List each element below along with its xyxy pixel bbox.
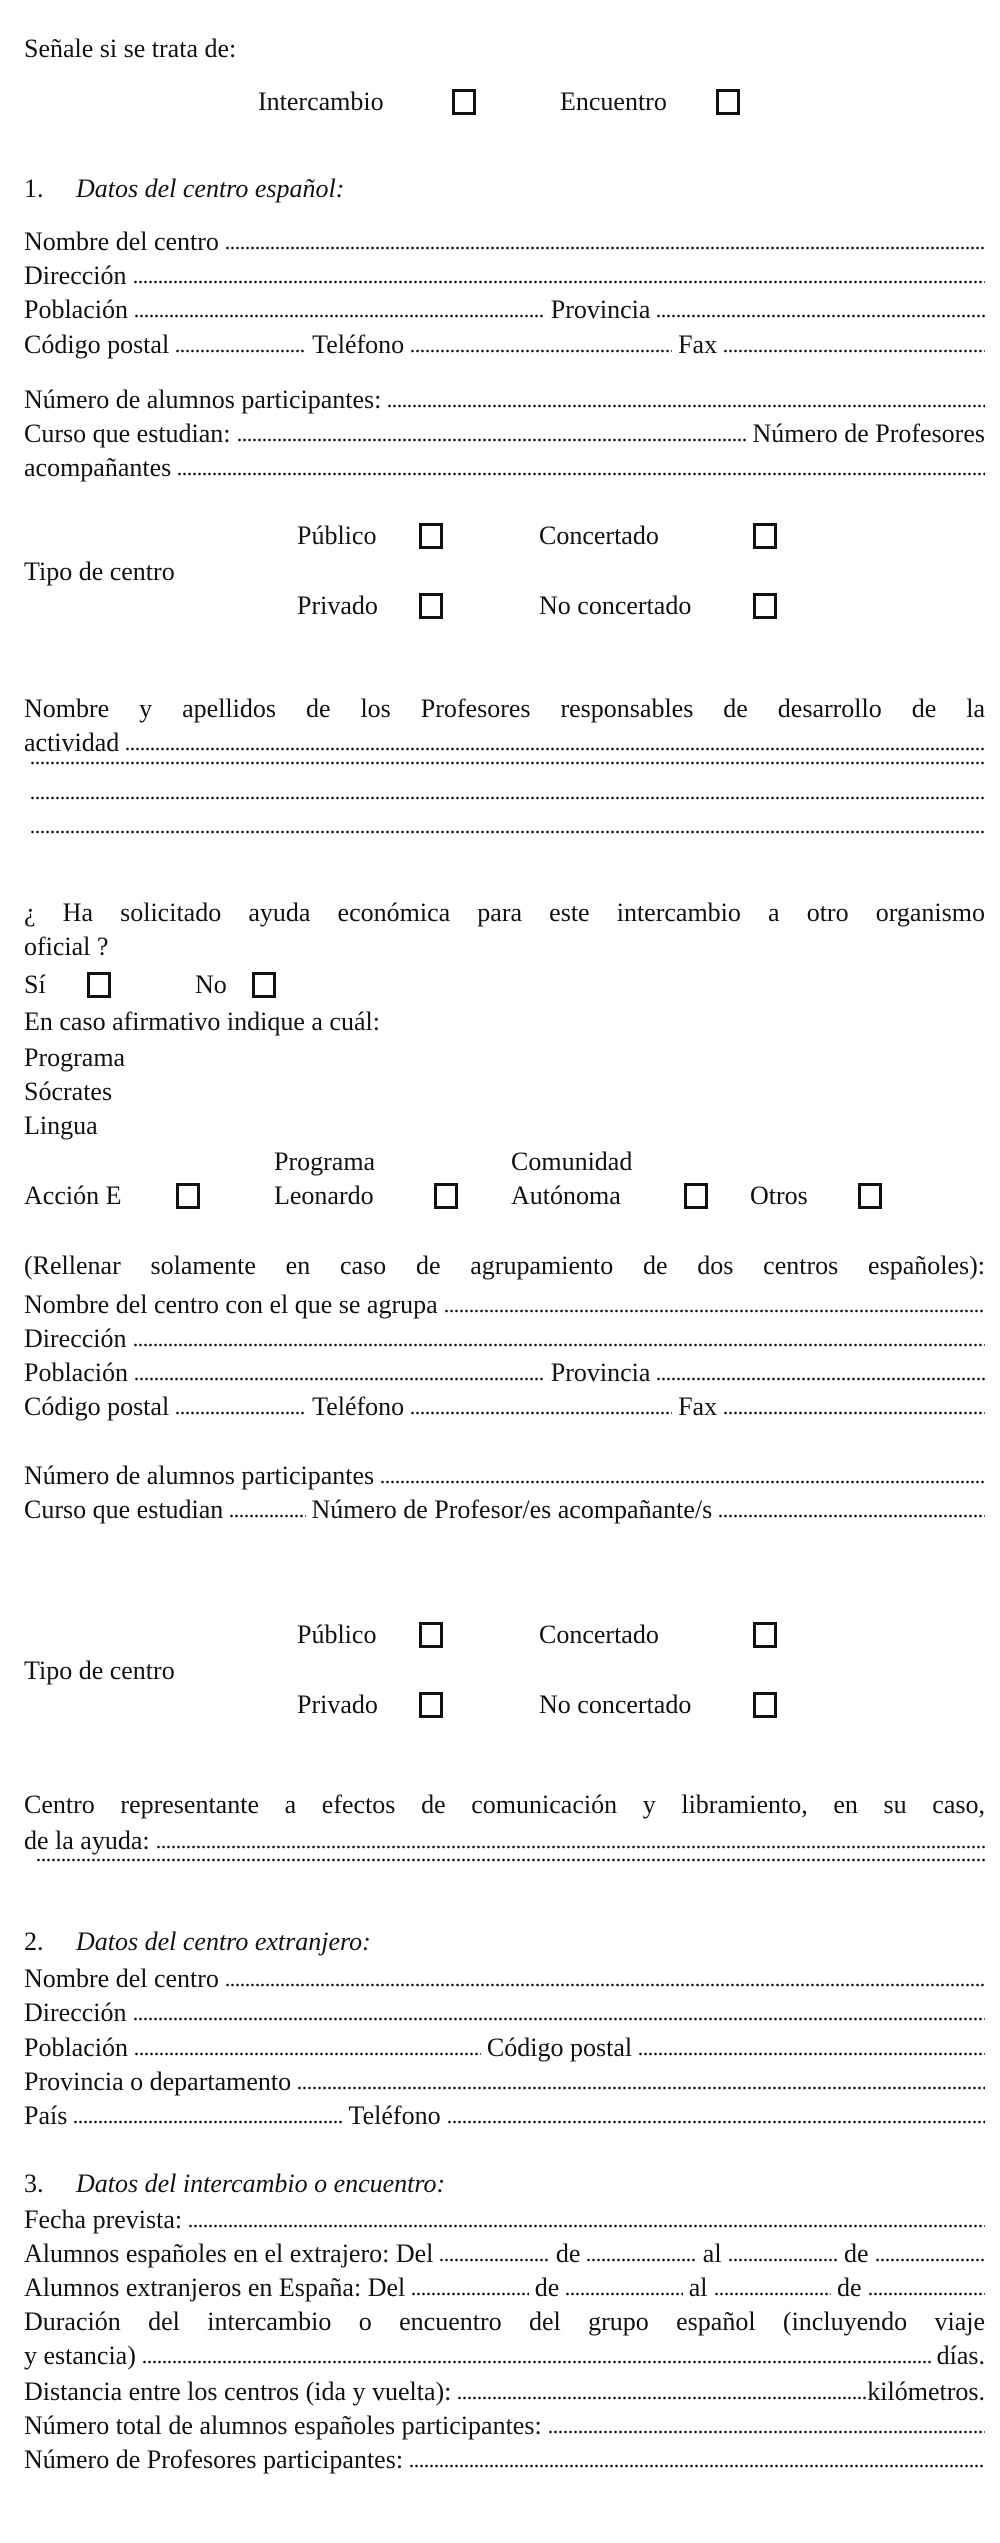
option-intercambio-label: Intercambio <box>258 87 384 116</box>
socrates-label: Sócrates <box>24 1077 113 1106</box>
row-curso <box>24 417 985 451</box>
row-direccion-extranjero <box>24 1996 985 2030</box>
distancia-field[interactable] <box>457 2396 867 2400</box>
field-label: al <box>688 2273 708 2302</box>
representante-line-1: Centro representante a efectos de comunicación y libramiento, en su caso, <box>24 1790 985 1819</box>
profesores-participantes-field[interactable] <box>409 2464 985 2468</box>
concertado-checkbox[interactable] <box>753 523 777 549</box>
field-label: Código postal <box>486 2033 633 2062</box>
esp-de-field[interactable] <box>586 2258 696 2262</box>
ext-del-field[interactable] <box>411 2292 528 2296</box>
privado-checkbox[interactable] <box>419 593 443 619</box>
concertado-label-2: Concertado <box>539 1620 659 1649</box>
codigo-postal-field[interactable] <box>175 349 306 353</box>
field-label: al <box>702 2239 722 2268</box>
row-acompanantes <box>24 451 985 485</box>
row-representante <box>24 1824 985 1858</box>
caso-afirmativo-text: En caso afirmativo indique a cuál: <box>24 1007 380 1036</box>
row-direccion <box>24 259 985 293</box>
publico-checkbox[interactable] <box>419 523 443 549</box>
field-label: Provincia <box>550 1358 651 1387</box>
direccion-extranjero-field[interactable] <box>133 2017 985 2021</box>
leonardo-label: Leonardo <box>274 1181 374 1210</box>
fax-field[interactable] <box>723 349 985 353</box>
field-label: Dirección <box>24 261 127 290</box>
row-nombre-extranjero <box>24 1962 985 1996</box>
provincia-agrupa-field[interactable] <box>656 1377 985 1381</box>
field-label: Curso que estudian: <box>24 419 231 448</box>
esp-del-field[interactable] <box>439 2258 549 2262</box>
profesores-agrupa-field[interactable] <box>718 1514 985 1518</box>
codigo-postal-extranjero-field[interactable] <box>638 2052 985 2056</box>
field-label: Número de Profesores <box>752 419 985 448</box>
telefono-extranjero-field[interactable] <box>447 2120 985 2124</box>
row-codigo-postal <box>24 328 985 362</box>
field-label: Provincia <box>550 295 651 324</box>
nombre-centro-field[interactable] <box>225 246 985 250</box>
field-label: de la ayuda: <box>24 1826 150 1855</box>
intercambio-checkbox[interactable] <box>452 89 476 115</box>
field-label: Dirección <box>24 1998 127 2027</box>
row-provincia-extranjero <box>24 2065 985 2099</box>
field-label: Código postal <box>24 330 170 359</box>
comunidad-label: Comunidad <box>511 1147 633 1176</box>
field-label: kilómetros. <box>867 2377 985 2406</box>
field-label: Población <box>24 1358 128 1387</box>
field-label: Dirección <box>24 1324 127 1353</box>
field-label: Número de alumnos participantes <box>24 1461 375 1490</box>
si-checkbox[interactable] <box>87 972 111 998</box>
esp-de2-field[interactable] <box>875 2258 985 2262</box>
curso-agrupa-field[interactable] <box>229 1514 305 1518</box>
field-label: Número de Profesores participantes: <box>24 2445 404 2474</box>
privado-label-2: Privado <box>297 1690 378 1719</box>
field-label: Teléfono <box>312 330 405 359</box>
field-label: actividad <box>24 728 120 757</box>
codigo-postal-agrupa-field[interactable] <box>175 1411 306 1415</box>
row-distancia <box>24 2375 985 2409</box>
esp-al-field[interactable] <box>728 2258 838 2262</box>
row-total-alumnos <box>24 2409 985 2443</box>
row-direccion-agrupa <box>24 1322 985 1356</box>
poblacion-agrupa-field[interactable] <box>134 1377 545 1381</box>
ayuda-question-line-1: ¿ Ha solicitado ayuda económica para este intercambio a otro organismo <box>24 898 985 927</box>
field-label: Fax <box>678 1392 718 1421</box>
programa-leonardo-label-top: Programa <box>274 1147 376 1176</box>
field-label: de <box>844 2239 869 2268</box>
field-label: Fax <box>678 330 718 359</box>
field-label: Alumnos extranjeros en España: Del <box>24 2273 406 2302</box>
ayuda-question-line-2: oficial ? <box>24 932 109 961</box>
row-actividad <box>24 726 985 760</box>
privado-label: Privado <box>297 591 378 620</box>
field-label: Número total de alumnos españoles participantes: <box>24 2411 542 2440</box>
publico-label: Público <box>297 521 377 550</box>
field-label: País <box>24 2101 68 2130</box>
row-poblacion-extranjero <box>24 2031 985 2065</box>
row-poblacion <box>24 293 985 327</box>
row-poblacion-agrupa <box>24 1356 985 1390</box>
no-label: No <box>195 970 227 999</box>
acompanantes-field[interactable] <box>177 472 985 476</box>
ext-al-field[interactable] <box>714 2292 831 2296</box>
provincia-extranjero-field[interactable] <box>297 2086 985 2090</box>
field-label: de <box>837 2273 862 2302</box>
profesores-line-1: Nombre y apellidos de los Profesores responsables de desarrollo de la <box>24 694 985 723</box>
representante-field-2[interactable] <box>36 1858 985 1862</box>
section-number: 1. <box>24 174 44 203</box>
field-label: Provincia o departamento <box>24 2067 292 2096</box>
row-alumnos-espanoles <box>24 2237 985 2271</box>
row-alumnos <box>24 383 985 417</box>
section-title: Datos del centro extranjero: <box>76 1927 371 1956</box>
no-concertado-label-2: No concertado <box>539 1690 692 1719</box>
field-label: Población <box>24 295 128 324</box>
fecha-field[interactable] <box>188 2224 985 2228</box>
row-codigo-postal-agrupa <box>24 1390 985 1424</box>
alumnos-agrupa-field[interactable] <box>380 1480 985 1484</box>
tipo-centro-label-2: Tipo de centro <box>24 1656 175 1685</box>
field-label: Número de alumnos participantes: <box>24 385 382 414</box>
curso-field[interactable] <box>237 438 747 442</box>
ext-de2-field[interactable] <box>868 2292 985 2296</box>
row-alumnos-extranjeros <box>24 2271 985 2305</box>
row-nombre-centro <box>24 225 985 259</box>
programa-label: Programa <box>24 1043 126 1072</box>
field-label: Alumnos españoles en el extrajero: Del <box>24 2239 434 2268</box>
profesores-field-2[interactable] <box>30 761 985 765</box>
section-title: Datos del intercambio o encuentro: <box>76 2169 446 2198</box>
direccion-agrupa-field[interactable] <box>133 1343 985 1347</box>
telefono-agrupa-field[interactable] <box>410 1411 672 1415</box>
telefono-field[interactable] <box>410 349 672 353</box>
section-3-heading <box>24 2167 985 2201</box>
no-concertado-label: No concertado <box>539 591 692 620</box>
poblacion-extranjero-field[interactable] <box>134 2052 481 2056</box>
field-label: Número de Profesor/es acompañante/s <box>311 1495 713 1524</box>
row-representante-extra <box>24 1858 985 1892</box>
concertado-label: Concertado <box>539 521 659 550</box>
row-profesores-participantes <box>24 2443 985 2477</box>
field-label: Nombre del centro con el que se agrupa <box>24 1290 438 1319</box>
encuentro-checkbox[interactable] <box>716 89 740 115</box>
section-number: 2. <box>24 1927 44 1956</box>
privado-checkbox-2[interactable] <box>419 1692 443 1718</box>
section-2-heading <box>24 1925 985 1959</box>
intro-text: Señale si se trata de: <box>24 34 237 63</box>
direccion-field[interactable] <box>133 280 985 284</box>
representante-field[interactable] <box>156 1845 985 1849</box>
accion-e-checkbox[interactable] <box>176 1183 200 1209</box>
otros-checkbox[interactable] <box>858 1183 882 1209</box>
field-label: y estancia) <box>24 2341 136 2370</box>
publico-checkbox-2[interactable] <box>419 1622 443 1648</box>
field-label: Distancia entre los centros (ida y vuelta): <box>24 2377 452 2406</box>
row-curso-agrupa <box>24 1493 985 1527</box>
row-profesores-extra <box>24 796 985 830</box>
row-centro-agrupa <box>24 1288 985 1322</box>
total-alumnos-field[interactable] <box>548 2430 985 2434</box>
field-label: Curso que estudian <box>24 1495 224 1524</box>
option-encuentro-label: Encuentro <box>560 87 667 116</box>
field-label: Nombre del centro <box>24 1964 219 1993</box>
poblacion-field[interactable] <box>134 314 545 318</box>
profesores-field-4[interactable] <box>30 830 985 834</box>
no-concertado-checkbox[interactable] <box>753 593 777 619</box>
field-label: Fecha prevista: <box>24 2205 183 2234</box>
duracion-field[interactable] <box>142 2360 931 2364</box>
field-label: Teléfono <box>312 1392 405 1421</box>
otros-label: Otros <box>750 1181 808 1210</box>
row-pais <box>24 2099 985 2133</box>
section-1-heading <box>24 172 985 206</box>
row-alumnos-agrupa <box>24 1459 985 1493</box>
profesores-field[interactable] <box>125 747 985 751</box>
field-label: de <box>534 2273 560 2302</box>
nombre-extranjero-field[interactable] <box>225 1983 985 1987</box>
autonoma-label: Autónoma <box>511 1181 621 1210</box>
section-title: Datos del centro español: <box>76 174 345 203</box>
si-label: Sí <box>24 970 46 999</box>
centro-agrupa-field[interactable] <box>444 1309 985 1313</box>
concertado-checkbox-2[interactable] <box>753 1622 777 1648</box>
field-label: Población <box>24 2033 128 2062</box>
agrupamiento-note: (Rellenar solamente en caso de agrupamiento de dos centros españoles): <box>24 1251 985 1280</box>
field-label: acompañantes <box>24 453 172 482</box>
accion-e-label: Acción E <box>24 1181 122 1210</box>
fax-agrupa-field[interactable] <box>723 1411 985 1415</box>
pais-field[interactable] <box>73 2120 342 2124</box>
section-number: 3. <box>24 2169 44 2198</box>
ext-de-field[interactable] <box>565 2292 682 2296</box>
profesores-field-3[interactable] <box>30 796 985 800</box>
no-concertado-checkbox-2[interactable] <box>753 1692 777 1718</box>
duracion-line-1: Duración del intercambio o encuentro del grupo español (incluyendo viaje <box>24 2307 985 2336</box>
comunidad-autonoma-checkbox[interactable] <box>684 1183 708 1209</box>
field-label: Código postal <box>24 1392 170 1421</box>
field-label: Teléfono <box>348 2101 441 2130</box>
row-profesores-extra <box>24 761 985 795</box>
field-label: Nombre del centro <box>24 227 219 256</box>
row-duracion <box>24 2339 985 2373</box>
publico-label-2: Público <box>297 1620 377 1649</box>
no-checkbox[interactable] <box>252 972 276 998</box>
field-label: de <box>555 2239 581 2268</box>
lingua-label: Lingua <box>24 1111 98 1140</box>
provincia-field[interactable] <box>656 314 985 318</box>
leonardo-checkbox[interactable] <box>434 1183 458 1209</box>
field-label: días. <box>936 2341 985 2370</box>
row-fecha <box>24 2203 985 2237</box>
alumnos-field[interactable] <box>387 404 985 408</box>
row-profesores-extra <box>24 830 985 864</box>
tipo-centro-label: Tipo de centro <box>24 557 175 586</box>
